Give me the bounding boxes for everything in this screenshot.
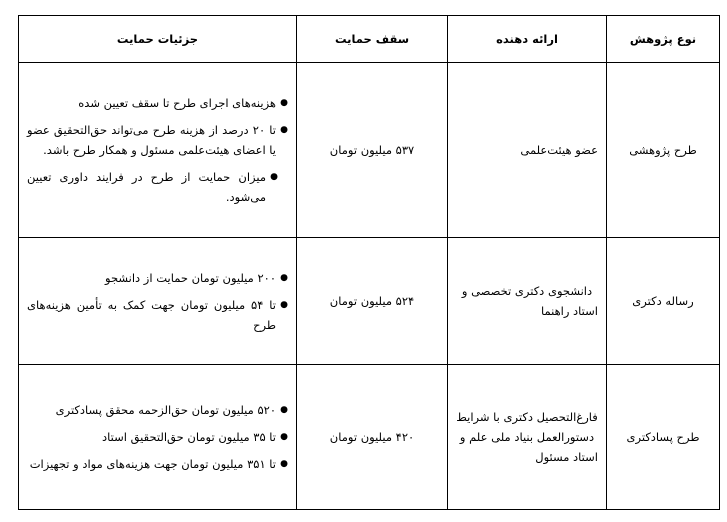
bullet-icon: ● [270, 172, 278, 182]
provider-cell: دانشجوی دکتری تخصصی و استاد راهنما [448, 238, 607, 365]
header-provider: ارائه دهنده [448, 16, 607, 63]
header-details: جزئیات حمایت [19, 16, 297, 63]
details-item: ● هزینه‌های اجرای طرح تا سقف تعیین شده [27, 93, 288, 113]
details-item: ● ۲۰۰ میلیون تومان حمایت از دانشجو [27, 268, 288, 288]
details-cell [19, 63, 297, 238]
table-row [19, 238, 720, 365]
details-list [27, 400, 288, 474]
table-header-row [19, 16, 720, 63]
bullet-icon: ● [280, 272, 288, 283]
table-row [19, 365, 720, 510]
support-table [18, 15, 720, 510]
details-list [27, 268, 288, 335]
details-cell [19, 365, 297, 510]
details-item: ● تا ۳۵۱ میلیون تومان جهت هزینه‌های مواد و تجهیزات [27, 454, 288, 474]
provider-cell: فارغ‌التحصیل دکتری با شرایط دستورالعمل بنیاد ملی علم و استاد مسئول [448, 365, 607, 510]
ceiling-cell: ۴۲۰ میلیون تومان [297, 365, 448, 510]
bullet-icon: ● [280, 98, 288, 108]
provider-cell: عضو هیئت‌علمی [448, 63, 607, 238]
bullet-icon: ● [280, 125, 288, 135]
details-list [27, 93, 288, 207]
bullet-icon: ● [280, 299, 288, 310]
table-row [19, 63, 720, 238]
ceiling-cell: ۵۳۷ میلیون تومان [297, 63, 448, 238]
details-item: ● تا ۵۴ میلیون تومان جهت کمک به تأمین هزینه‌های طرح [27, 295, 288, 335]
type-cell: طرح پژوهشی [607, 63, 720, 238]
details-cell [19, 238, 297, 365]
details-item: ● تا ۳۵ میلیون تومان حق‌التحقیق استاد [27, 427, 288, 447]
details-item: ● ۵۲۰ میلیون تومان حق‌الزحمه محقق پسادکتری [27, 400, 288, 420]
type-cell: رساله دکتری [607, 238, 720, 365]
ceiling-cell: ۵۲۴ میلیون تومان [297, 238, 448, 365]
details-item: ● میزان حمایت از طرح در فرایند داوری تعیین می‌شود. [27, 167, 288, 207]
bullet-icon: ● [280, 405, 288, 415]
bullet-icon: ● [280, 459, 288, 469]
bullet-icon: ● [280, 432, 288, 442]
details-item: ● تا ۲۰ درصد از هزینه طرح می‌تواند حق‌التحقیق عضو یا اعضای هیئت‌علمی مسئول و همکار طرح باشد. [27, 120, 288, 160]
header-ceiling: سقف حمایت [297, 16, 448, 63]
type-cell: طرح پسادکتری [607, 365, 720, 510]
header-type: نوع پژوهش [607, 16, 720, 63]
